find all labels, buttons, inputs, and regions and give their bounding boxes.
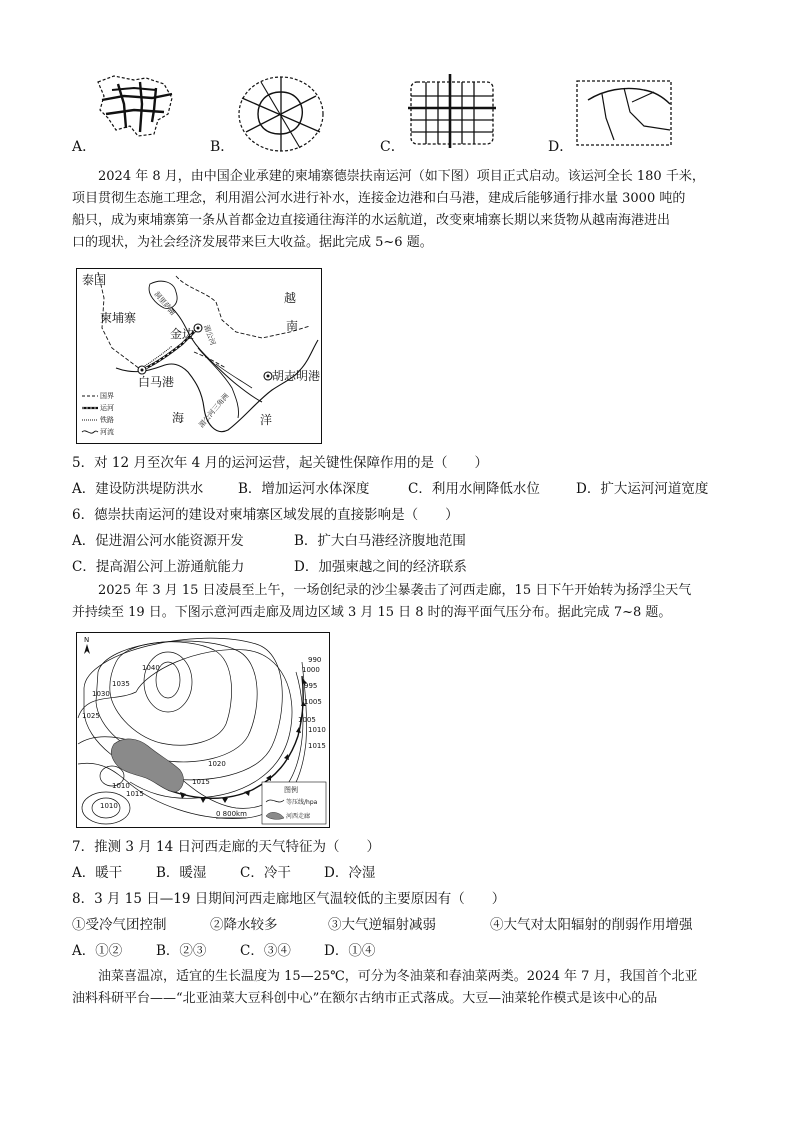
svg-text:1010: 1010 bbox=[112, 782, 130, 790]
passage-line: 2024 年 8 月，由中国企业承建的柬埔寨德崇扶南运河（如下图）项目正式启动。该运河全长 180 千米， bbox=[98, 169, 705, 184]
map-label-lake: 洞里萨湖 bbox=[152, 290, 177, 317]
svg-text:运河: 运河 bbox=[100, 404, 114, 412]
option-d-label: D． bbox=[548, 139, 574, 155]
option-b-label: B． bbox=[210, 139, 235, 155]
question-5-stem: 5．对 12 月至次年 4 月的运河运营，起关键性保障作用的是（ ） bbox=[72, 455, 489, 471]
question-5-options bbox=[72, 478, 772, 500]
isobar-map-legend bbox=[262, 782, 326, 824]
figure-options-row bbox=[0, 70, 794, 160]
q5-option-b[interactable]: B．增加运河水体深度 bbox=[238, 481, 370, 497]
svg-text:国界: 国界 bbox=[100, 392, 114, 400]
passage-line: 并持续至 19 日。下图示意河西走廊及周边区域 3 月 15 日 8 时的海平面气压分布。据此完成 7~8 题。 bbox=[72, 605, 672, 620]
svg-text:1015: 1015 bbox=[308, 742, 326, 750]
option-c-figure bbox=[408, 74, 496, 148]
svg-text:1000: 1000 bbox=[302, 666, 320, 674]
svg-text:1005: 1005 bbox=[298, 716, 316, 724]
question-8-options bbox=[72, 940, 472, 962]
svg-text:1040: 1040 bbox=[142, 664, 160, 672]
q5-option-d[interactable]: D．扩大运河河道宽度 bbox=[576, 481, 709, 497]
map-label-kampot: 白马港 bbox=[138, 375, 175, 389]
question-7-options bbox=[72, 862, 472, 884]
option-b-figure bbox=[236, 74, 326, 154]
svg-text:1025: 1025 bbox=[82, 712, 100, 720]
map-label-vietnam-2: 南 bbox=[286, 319, 299, 333]
svg-text:N: N bbox=[84, 636, 90, 644]
q5-option-a[interactable]: A．建设防洪堤防洪水 bbox=[72, 481, 204, 497]
q6-option-b[interactable]: B．扩大白马港经济腹地范围 bbox=[294, 533, 466, 549]
passage-line: 口的现状，为社会经济发展带来巨大收益。据此完成 5~6 题。 bbox=[72, 235, 433, 250]
svg-text:等压线/hpa: 等压线/hpa bbox=[286, 799, 318, 806]
svg-text:1015: 1015 bbox=[192, 778, 210, 786]
q8-item-4: ④大气对太阳辐射的削弱作用增强 bbox=[490, 917, 693, 933]
svg-text:河西走廊: 河西走廊 bbox=[286, 813, 311, 820]
passage-line: 2025 年 3 月 15 日凌晨至上午，一场创纪录的沙尘暴袭击了河西走廊，15 日下午开始转为扬浮尘天气 bbox=[98, 583, 692, 598]
option-a-label: A． bbox=[72, 139, 97, 155]
svg-text:1030: 1030 bbox=[92, 690, 110, 698]
svg-text:1010: 1010 bbox=[308, 726, 326, 734]
q8-option-c[interactable]: C．③④ bbox=[240, 943, 291, 959]
svg-text:990: 990 bbox=[308, 656, 322, 664]
q8-item-2: ②降水较多 bbox=[210, 917, 278, 933]
svg-text:1005: 1005 bbox=[304, 698, 322, 706]
canal-map bbox=[76, 268, 322, 444]
passage-line: 油菜喜温凉，适宜的生长温度为 15—25℃，可分为冬油菜和春油菜两类。2024 年 7 月，我国首个北亚 bbox=[98, 969, 698, 984]
question-6-stem: 6．德崇扶南运河的建设对柬埔寨区域发展的直接影响是（ ） bbox=[72, 507, 459, 523]
q6-option-c[interactable]: C．提高湄公河上游通航能力 bbox=[72, 559, 245, 575]
option-c-label: C． bbox=[380, 139, 405, 155]
q8-item-3: ③大气逆辐射减弱 bbox=[328, 917, 436, 933]
q8-option-d[interactable]: D．①④ bbox=[324, 943, 376, 959]
map-label-phnompenh: 金边 bbox=[170, 327, 195, 341]
option-d-figure bbox=[574, 78, 674, 148]
question-8-items bbox=[72, 914, 772, 936]
svg-text:河流: 河流 bbox=[100, 428, 114, 436]
q7-option-a[interactable]: A．暖干 bbox=[72, 865, 123, 881]
svg-text:995: 995 bbox=[304, 682, 318, 690]
svg-text:0 800km: 0 800km bbox=[216, 810, 247, 818]
passage-line: 船只，成为柬埔寨第一条从首都金边直接通往海洋的水运航道，改变柬埔寨长期以来货物从越南海港进出 bbox=[72, 213, 671, 228]
q7-option-b[interactable]: B．暖湿 bbox=[156, 865, 207, 881]
q6-option-d[interactable]: D．加强柬越之间的经济联系 bbox=[294, 559, 467, 575]
map-label-cambodia: 柬埔寨 bbox=[100, 311, 137, 325]
passage-line: 项目贯彻生态施工理念，利用湄公河水进行补水，连接金边港和白马港，建成后能够通行排水量 3000 吨的 bbox=[72, 191, 686, 206]
question-6-options bbox=[72, 530, 772, 578]
map-label-delta: 湄公河三角洲 bbox=[197, 391, 231, 430]
map-label-ocean: 洋 bbox=[260, 413, 273, 427]
isobar-map bbox=[76, 632, 330, 828]
svg-text:铁路: 铁路 bbox=[100, 416, 114, 424]
q8-item-1: ①受冷气团控制 bbox=[72, 917, 167, 933]
q8-option-b[interactable]: B．②③ bbox=[156, 943, 207, 959]
svg-text:1010: 1010 bbox=[100, 802, 118, 810]
map-label-hcmc: 胡志明港 bbox=[272, 369, 321, 383]
q5-option-c[interactable]: C．利用水闸降低水位 bbox=[408, 481, 540, 497]
question-8-stem: 8．3 月 15 日—19 日期间河西走廊地区气温较低的主要原因有（ ） bbox=[72, 891, 506, 907]
q8-option-a[interactable]: A．①② bbox=[72, 943, 123, 959]
passage-line: 油料科研平台——“北亚油菜大豆科创中心”在额尔古纳市正式落成。大豆—油菜轮作模式是该中心的品 bbox=[72, 991, 658, 1006]
passage-canal bbox=[72, 166, 705, 254]
svg-text:图例: 图例 bbox=[284, 786, 298, 794]
q6-option-a[interactable]: A．促进湄公河水能资源开发 bbox=[72, 533, 244, 549]
map-label-mekong: 湄公河 bbox=[202, 323, 217, 347]
map-label-sea: 海 bbox=[172, 411, 185, 425]
option-a-figure bbox=[94, 74, 178, 140]
svg-text:1035: 1035 bbox=[112, 680, 130, 688]
svg-text:1015: 1015 bbox=[126, 790, 144, 798]
passage-sandstorm bbox=[72, 580, 691, 624]
question-7-stem: 7．推测 3 月 14 日河西走廊的天气特征为（ ） bbox=[72, 839, 381, 855]
passage-rapeseed bbox=[72, 966, 698, 1010]
map-label-thailand: 泰国 bbox=[82, 273, 107, 287]
q7-option-d[interactable]: D．冷湿 bbox=[324, 865, 376, 881]
svg-text:1020: 1020 bbox=[208, 760, 226, 768]
map-scale bbox=[216, 810, 247, 818]
map-label-vietnam-1: 越 bbox=[284, 291, 297, 305]
q7-option-c[interactable]: C．冷干 bbox=[240, 865, 291, 881]
